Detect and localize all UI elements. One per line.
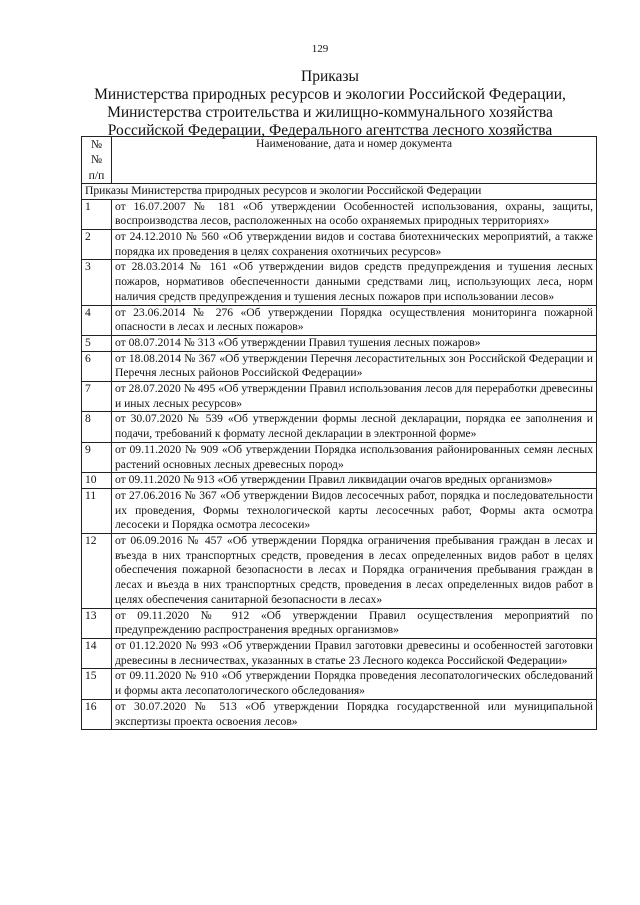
- title-line-1: Приказы: [301, 68, 359, 85]
- row-number: 1: [82, 199, 112, 229]
- table-row: [82, 305, 597, 335]
- table-row: [82, 382, 597, 412]
- row-document-name: от 09.11.2020 № 910 «Об утверждении Порядка проведения лесопатологических обследований и формы акта лесопатологического обследования»: [112, 669, 597, 699]
- row-document-name: от 09.11.2020 № 913 «Об утверждении Правил ликвидации очагов вредных организмов»: [112, 473, 597, 489]
- row-number: 8: [82, 412, 112, 442]
- title-line-4: Российской Федерации, Федерального агентства лесного хозяйства: [107, 122, 553, 139]
- row-number: 12: [82, 534, 112, 609]
- row-number: 2: [82, 230, 112, 260]
- table-header-row: [82, 137, 597, 184]
- row-number: 15: [82, 669, 112, 699]
- row-document-name: от 18.08.2014 № 367 «Об утверждении Перечня лесорастительных зон Российской Федерации и Перечня лесных районов Российской Федерации»: [112, 351, 597, 381]
- row-document-name: от 09.11.2020 № 912 «Об утверждении Правил осуществления мероприятий по предупреждению распространения вредных организмов»: [112, 608, 597, 638]
- table-row: [82, 335, 597, 351]
- table-row: [82, 638, 597, 668]
- row-document-name: от 06.09.2016 № 457 «Об утверждении Порядка ограничения пребывания граждан в лесах и въезда в них транспортных средств, проведения в лесах определенных видов работ в целях обеспечения пожарной безопасности в лесах и Порядка ограничения пребывания граждан в лесах и въезда в них транспортных средств, проведения в лесах определенных видов работ в целях обеспечения санитарной безопасности в лесах»: [112, 534, 597, 609]
- header-num-line-1: №: [90, 138, 103, 151]
- table-row: [82, 260, 597, 305]
- row-document-name: от 27.06.2016 № 367 «Об утверждении Видов лесосечных работ, порядка и последовательности их проведения, Формы технологической карты лесосечных работ, Формы акта осмотра лесосеки и Порядка осмотра лесосеки»: [112, 488, 597, 533]
- row-number: 10: [82, 473, 112, 489]
- row-document-name: от 08.07.2014 № 313 «Об утверждении Правил тушения лесных пожаров»: [112, 335, 597, 351]
- table-row: [82, 442, 597, 472]
- row-document-name: от 24.12.2010 № 560 «Об утверждении видов и состава биотехнических мероприятий, а также порядка их проведения в целях сохранения охотничьих ресурсов»: [112, 230, 597, 260]
- table-row: [82, 699, 597, 729]
- orders-table: [81, 136, 597, 730]
- row-number: 6: [82, 351, 112, 381]
- table-row: [82, 608, 597, 638]
- row-number: 3: [82, 260, 112, 305]
- table-row: [82, 534, 597, 609]
- table-row: [82, 351, 597, 381]
- row-number: 9: [82, 442, 112, 472]
- row-document-name: от 16.07.2007 № 181 «Об утверждении Особенностей использования, охраны, защиты, воспроизводства лесов, расположенных на особо охраняемых природных территориях»: [112, 199, 597, 229]
- header-num-line-2: №: [90, 153, 103, 167]
- row-number: 11: [82, 488, 112, 533]
- table-row: [82, 473, 597, 489]
- row-document-name: от 28.03.2014 № 161 «Об утверждении видов средств предупреждения и тушения лесных пожаров, нормативов обеспеченности данными средствами лиц, использующих леса, норм наличия средств предупреждения и тушения лесных пожаров при использовании лесов»: [112, 260, 597, 305]
- table-row: [82, 669, 597, 699]
- row-document-name: от 23.06.2014 № 276 «Об утверждении Порядка осуществления мониторинга пожарной опасности в лесах и лесных пожаров»: [112, 305, 597, 335]
- table-row: [82, 230, 597, 260]
- section-title: Приказы Министерства природных ресурсов и экологии Российской Федерации: [82, 183, 597, 199]
- table-row: [82, 488, 597, 533]
- row-number: 5: [82, 335, 112, 351]
- row-number: 14: [82, 638, 112, 668]
- row-document-name: от 30.07.2020 № 539 «Об утверждении формы лесной декларации, порядка ее заполнения и подачи, требований к формату лесной декларации в электронной форме»: [112, 412, 597, 442]
- table-row: [82, 199, 597, 229]
- row-document-name: от 28.07.2020 № 495 «Об утверждении Правил использования лесов для переработки древесины и иных лесных ресурсов»: [112, 382, 597, 412]
- column-header-number: [82, 137, 112, 184]
- section-row: [82, 183, 597, 199]
- row-number: 13: [82, 608, 112, 638]
- document-title: [60, 68, 600, 140]
- title-line-2: Министерства природных ресурсов и экологии Российской Федерации,: [94, 86, 566, 103]
- row-number: 4: [82, 305, 112, 335]
- table-row: [82, 412, 597, 442]
- row-number: 7: [82, 382, 112, 412]
- row-number: 16: [82, 699, 112, 729]
- row-document-name: от 30.07.2020 № 513 «Об утверждении Порядка государственной или муниципальной экспертизы проекта освоения лесов»: [112, 699, 597, 729]
- row-document-name: от 01.12.2020 № 993 «Об утверждении Правил заготовки древесины и особенностей заготовки древесины в лесничествах, указанных в статье 23 Лесного кодекса Российской Федерации»: [112, 638, 597, 668]
- page-number: 129: [311, 43, 329, 55]
- row-document-name: от 09.11.2020 № 909 «Об утверждении Порядка использования районированных семян лесных растений основных лесных древесных пород»: [112, 442, 597, 472]
- column-header-name: Наименование, дата и номер документа: [112, 137, 597, 184]
- title-line-3: Министерства строительства и жилищно-коммунального хозяйства: [107, 104, 553, 121]
- header-num-line-3: п/п: [88, 168, 105, 182]
